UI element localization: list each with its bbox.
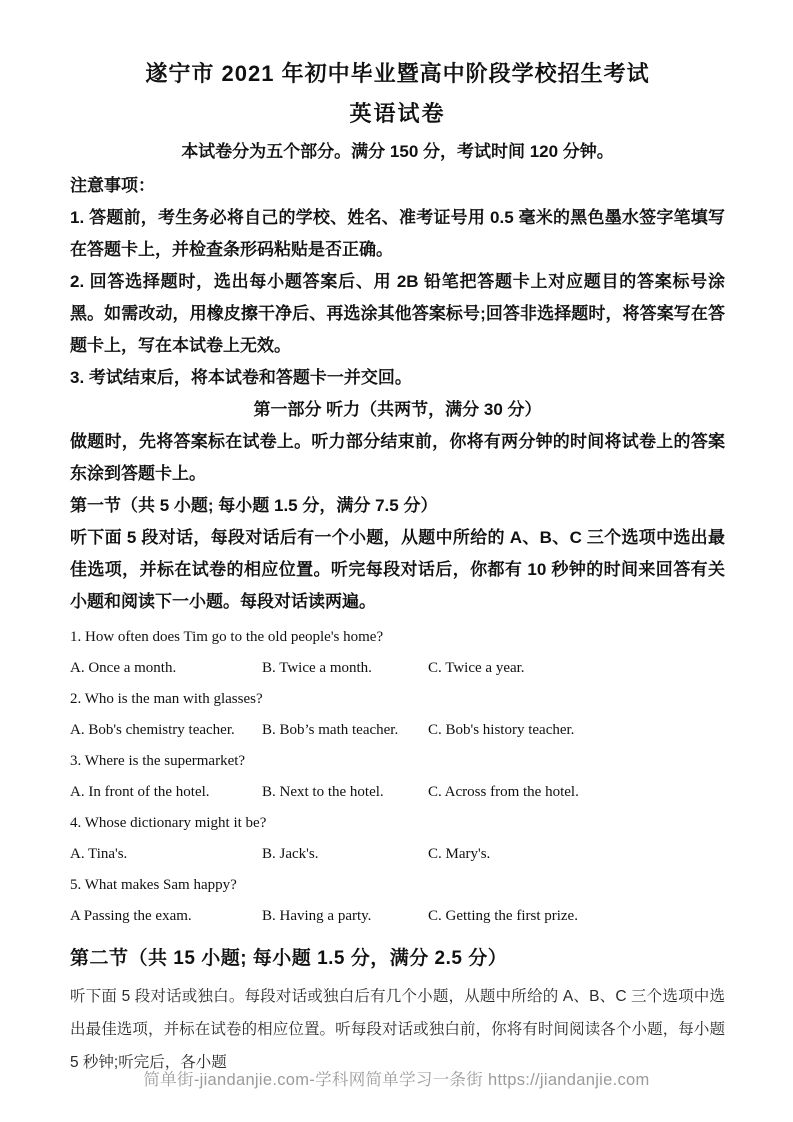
option-a: A. Tina's. <box>70 846 128 862</box>
notice-item-1: 1. 答题前，考生务必将自己的学校、姓名、准考证号用 0.5 毫米的黑色墨水签字笔填写在答题卡上，并检查条形码粘贴是否正确。 <box>70 208 725 259</box>
exam-summary: 本试卷分为五个部分。满分 150 分，考试时间 120 分钟。 <box>181 142 614 161</box>
question-5 <box>70 870 725 932</box>
option-b: B. Next to the hotel. <box>262 784 384 800</box>
options-row <box>70 653 725 684</box>
question-text: 2. Who is the man with glasses? <box>70 691 263 707</box>
option-b: B. Jack's. <box>262 846 319 862</box>
option-c: C. Twice a year. <box>428 660 525 676</box>
section2-heading: 第二节（共 15 小题; 每小题 1.5 分，满分 2.5 分） <box>70 948 508 969</box>
part1-heading: 第一部分 听力（共两节，满分 30 分） <box>253 400 542 419</box>
notes-heading: 注意事项： <box>70 176 155 195</box>
question-text: 5. What makes Sam happy? <box>70 877 237 893</box>
option-b: B. Bob’s math teacher. <box>262 722 399 738</box>
part1-intro: 做题时，先将答案标在试卷上。听力部分结束前，你将有两分钟的时间将试卷上的答案东涂到答题卡上。 <box>70 432 725 483</box>
option-c: C. Mary's. <box>428 846 491 862</box>
question-text: 3. Where is the supermarket? <box>70 753 246 769</box>
exam-title: 遂宁市 2021 年初中毕业暨高中阶段学校招生考试 <box>145 61 650 86</box>
option-b: B. Twice a month. <box>262 660 372 676</box>
section1-instructions: 听下面 5 段对话，每段对话后有一个小题，从题中所给的 A、B、C 三个选项中选出最佳选项，并标在试卷的相应位置。听完每段对话后，你都有 10 秒钟的时间来回答有关小题和阅读下一小题。每段对话读两遍。 <box>70 528 725 611</box>
option-a: A. In front of the hotel. <box>70 784 210 800</box>
option-c: C. Getting the first prize. <box>428 908 578 924</box>
question-1 <box>70 622 725 684</box>
question-3 <box>70 746 725 808</box>
question-text: 4. Whose dictionary might it be? <box>70 815 267 831</box>
option-a: A. Bob's chemistry teacher. <box>70 722 235 738</box>
option-c: C. Across from the hotel. <box>428 784 579 800</box>
question-2 <box>70 684 725 746</box>
notice-item-2: 2. 回答选择题时，选出每小题答案后、用 2B 铅笔把答题卡上对应题目的答案标号涂黑。如需改动，用橡皮擦干净后、再选涂其他答案标号;回答非选择题时，将答案写在答题卡上，写在本试卷上无效。 <box>70 272 725 355</box>
options-row <box>70 839 725 870</box>
footer-watermark: 简单街-jiandanjie.com-学科网简单学习一条街 https://jiandanjie.com <box>143 1071 650 1089</box>
option-a: A. Once a month. <box>70 660 177 676</box>
section2-instructions: 听下面 5 段对话或独白。每段对话或独白后有几个小题，从题中所给的 A、B、C 三个选项中选出最佳选项，并标在试卷的相应位置。听每段对话或独白前，你将有时间阅读各个小题，每小题 5 秒钟;听完后，各小题 <box>70 988 725 1071</box>
option-b: B. Having a party. <box>262 908 372 924</box>
notice-item-3: 3. 考试结束后，将本试卷和答题卡一并交回。 <box>70 368 412 387</box>
option-c: C. Bob's history teacher. <box>428 722 575 738</box>
question-text: 1. How often does Tim go to the old people's home? <box>70 629 384 645</box>
question-4 <box>70 808 725 870</box>
section1-heading: 第一节（共 5 小题; 每小题 1.5 分，满分 7.5 分） <box>70 496 438 515</box>
options-row <box>70 715 725 746</box>
listening-questions <box>70 622 725 932</box>
option-a: A Passing the exam. <box>70 908 192 924</box>
options-row <box>70 777 725 808</box>
options-row <box>70 901 725 932</box>
exam-subtitle: 英语试卷 <box>349 101 446 126</box>
